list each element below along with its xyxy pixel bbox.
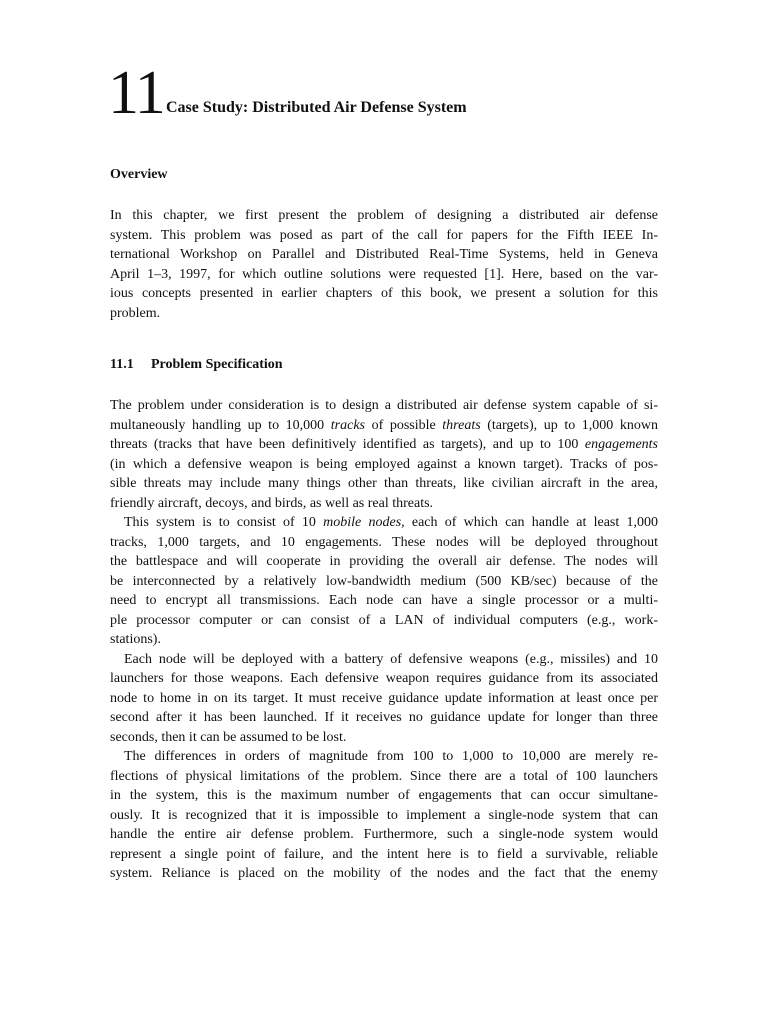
text-line: seconds, then it can be assumed to be lost. bbox=[110, 729, 347, 745]
text-line: second after it has been launched. If it receives no guidance update for longer than three bbox=[110, 710, 658, 725]
text-line: multaneously handling up to 10,000 tracks of possible threats (targets), up to 1,000 known bbox=[110, 417, 658, 433]
section-body bbox=[110, 396, 658, 884]
text-line: sible threats may include many things other than threats, like civilian aircraft in the area, bbox=[110, 476, 658, 491]
text-line: ious concepts presented in earlier chapters of this book, we present a solution for this bbox=[110, 286, 658, 301]
chapter-title: Case Study: Distributed Air Defense System bbox=[166, 99, 467, 116]
text-line: be interconnected by a relatively low-bandwidth medium (500 KB/sec) because of the bbox=[110, 573, 658, 589]
overview-paragraph bbox=[110, 206, 658, 323]
section-title: Problem Specification bbox=[151, 357, 283, 372]
text-line: in the system, this is the maximum number of engagements that can occur simultane- bbox=[110, 788, 658, 803]
text-line: stations). bbox=[110, 632, 161, 647]
text-line: the battlespace and will cooperate in providing the overall air defense. The nodes will bbox=[110, 554, 658, 569]
text-line: represent a single point of failure, and the intent here is to field a survivable, reliable bbox=[110, 846, 658, 862]
text-line: tracks, 1,000 targets, and 10 engagements. These nodes will be deployed throughout bbox=[110, 534, 658, 550]
text-line: ously. It is recognized that it is impossible to implement a single-node system that can bbox=[110, 807, 658, 823]
text-line: system. This problem was posed as part of the call for papers for the Fifth IEEE In- bbox=[110, 227, 658, 243]
text-line: ternational Workshop on Parallel and Distributed Real-Time Systems, held in Geneva bbox=[110, 247, 658, 262]
text-line: flections of physical limitations of the problem. Since there are a total of 100 launchers bbox=[110, 768, 658, 784]
text-line: April 1–3, 1997, for which outline solutions were requested [1]. Here, based on the var- bbox=[110, 266, 658, 282]
text-line: problem. bbox=[110, 305, 161, 321]
text-line: This system is to consist of 10 mobile nodes, each of which can handle at least 1,000 bbox=[124, 515, 658, 530]
overview-heading: Overview bbox=[110, 167, 168, 182]
text-line: need to encrypt all transmissions. Each node can have a single processor or a multi- bbox=[110, 593, 658, 608]
text-line: handle the entire air defense problem. Furthermore, such a single-node system would bbox=[110, 827, 658, 842]
text-line: threats (tracks that have been definitively identified as targets), and up to 100 engagements bbox=[110, 437, 658, 452]
section-number: 11.1 bbox=[110, 357, 134, 372]
chapter-number: 11 bbox=[108, 59, 164, 127]
text-line: (in which a defensive weapon is being employed against a known target). Tracks of pos- bbox=[110, 456, 658, 472]
text-line: system. Reliance is placed on the mobility of the nodes and the fact that the enemy bbox=[110, 866, 658, 881]
text-line: node to home in on its target. It must receive guidance update information at least once per bbox=[110, 690, 658, 706]
text-line: Each node will be deployed with a battery of defensive weapons (e.g., missiles) and 10 bbox=[124, 651, 658, 667]
text-line: launchers for those weapons. Each defensive weapon requires guidance from its associated bbox=[110, 671, 658, 686]
section-heading bbox=[110, 356, 283, 374]
text-line: friendly aircraft, decoys, and birds, as well as real threats. bbox=[110, 495, 434, 511]
text-line: In this chapter, we first present the problem of designing a distributed air defense bbox=[110, 208, 658, 223]
text-line: The differences in orders of magnitude from 100 to 1,000 to 10,000 are merely re- bbox=[124, 749, 658, 764]
text-line: ple processor computer or can consist of a LAN of individual computers (e.g., work- bbox=[110, 612, 658, 628]
text-line: The problem under consideration is to design a distributed air defense system capable of si- bbox=[110, 398, 658, 413]
